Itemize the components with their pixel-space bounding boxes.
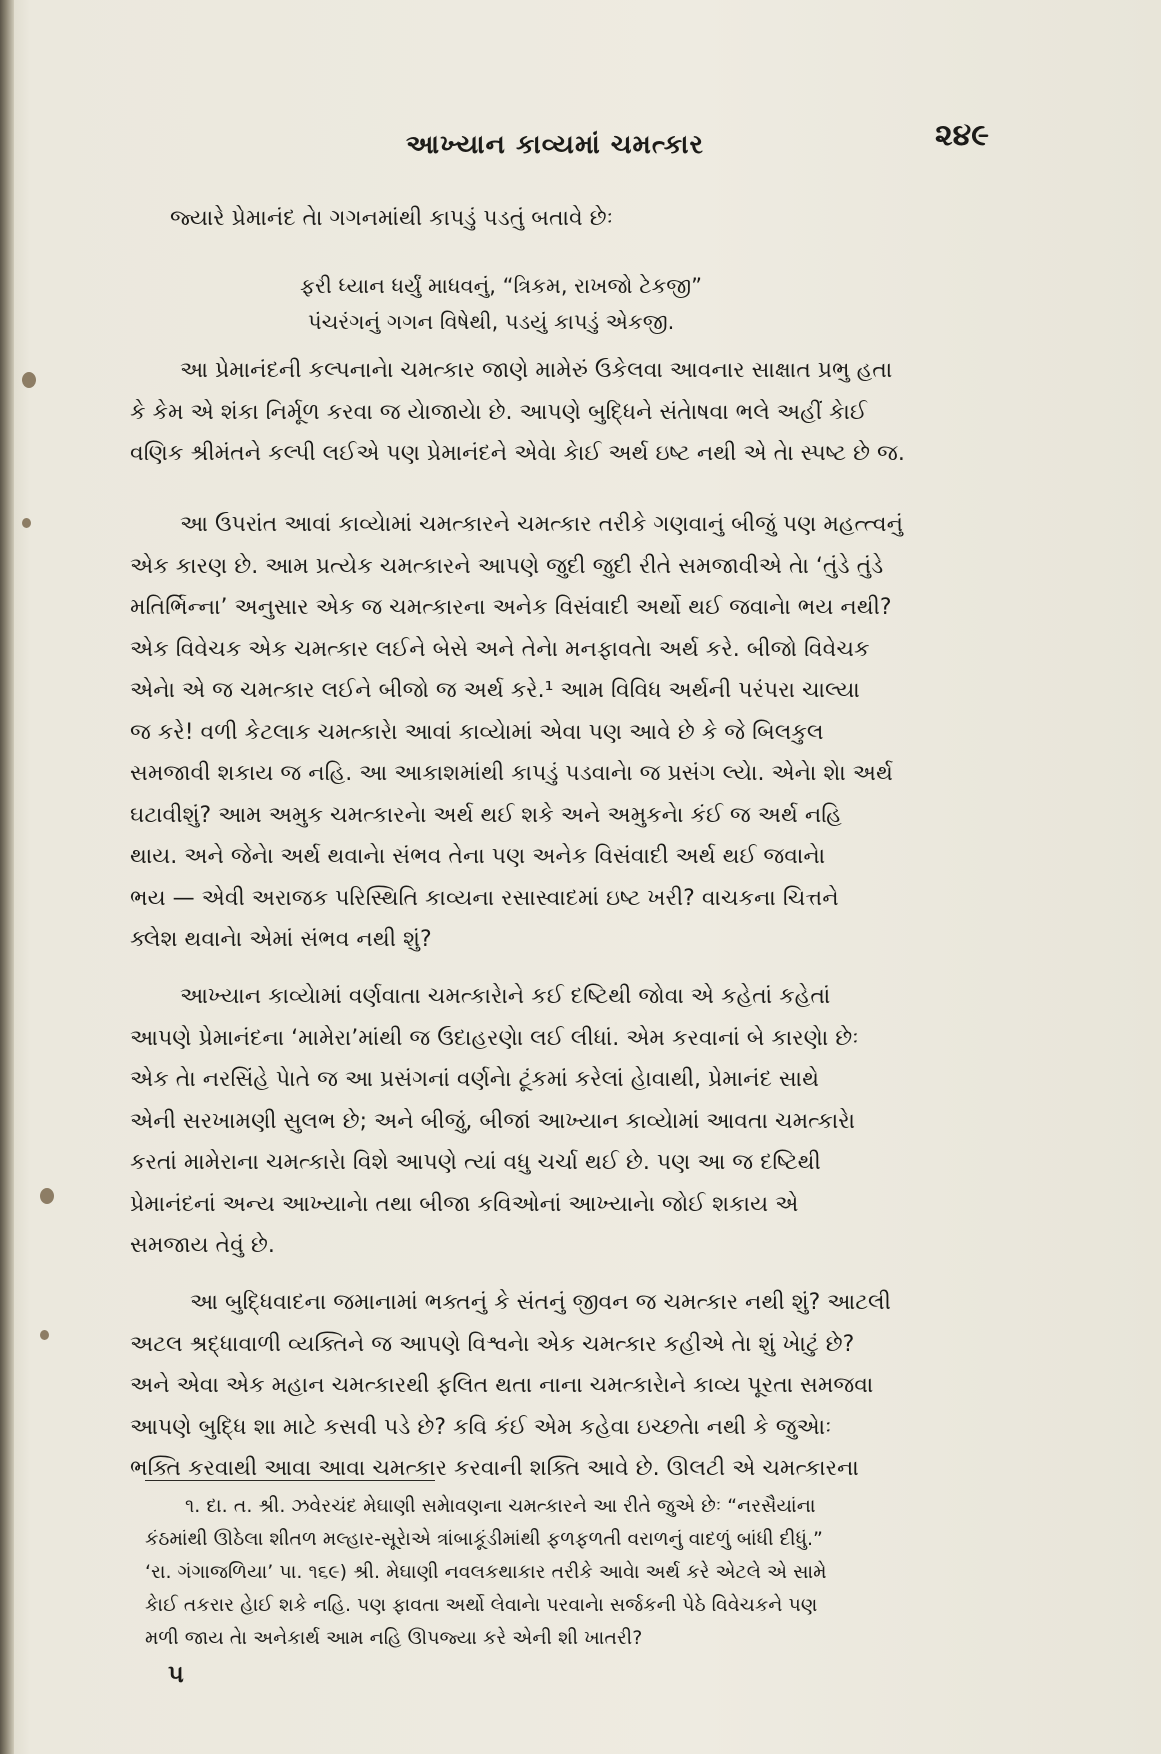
footnote-line: ૧. દા. ત. શ્રી. ઝવેરચંદ મેઘાણી સમેાવણના ચમત્કારને આ રીતે જુએ છેઃ “નરસૈયાંના — [185, 1495, 816, 1517]
text-line: આપણે બુદ્ધિ શા માટે કસવી પડે છે? કવિ કંઈ એમ કહેવા ઇચ્છતેા નથી કે જુએાઃ — [130, 1414, 832, 1440]
binding-hole — [22, 518, 31, 528]
footnote-line: કેાઈ તકરાર હેાઈ શકે નહિ. પણ ફાવતા અર્થો લેવાનેા પરવાનેા સર્જકની પેઠે વિવેચકને પણ — [145, 1594, 818, 1616]
text-line: આખ્યાન કાવ્યેામાં વર્ણવાતા ચમત્કારેાને કઈ દષ્ટિથી જોવા એ કહેતાં કહેતાં — [180, 984, 831, 1009]
footnotes — [145, 1490, 1005, 1655]
text-line: અને એવા એક મહાન ચમત્કારથી ફલિત થતા નાના ચમત્કારેાને કાવ્ય પૂરતા સમજવા — [130, 1373, 874, 1398]
text-line: પ્રેમાનંદનાં અન્ય આખ્યાનેા તથા બીજા કવિઓનાં આખ્યાનેા જોઈ શકાય એ — [130, 1191, 799, 1217]
text-line: આ ઉપરાંત આવાં કાવ્યેામાં ચમત્કારને ચમત્કાર તરીકે ગણવાનું બીજું પણ મહત્ત્વનું — [180, 512, 904, 537]
text-line: એનેા એ જ ચમત્કાર લઈને બીજો જ અર્થ કરે.¹ આમ વિવિધ અર્થની પરંપરા ચાલ્યા — [130, 678, 860, 703]
intro-line — [170, 198, 970, 240]
page-spine — [0, 0, 14, 1754]
text-line: કે કેમ એ શંકા નિર્મૂળ કરવા જ યેાજાયેા છે. આપણે બુદ્ધિને સંતેાષવા ભલે અહીં કેાઈ — [130, 399, 867, 425]
text-line: ક્લેશ થવાનેા એમાં સંભવ નથી શું? — [130, 927, 432, 952]
paragraph-4 — [130, 1282, 1000, 1490]
text-line: થાય. અને જેનેા અર્થ થવાનેા સંભવ તેના પણ અનેક વિસંવાદી અર્થ થઈ જવાનેા — [130, 844, 826, 869]
text-line: ભય — એવી અરાજક પરિસ્થિતિ કાવ્યના રસાસ્વાદમાં ઇષ્ટ ખરી? વાચકના ચિત્તને — [130, 885, 839, 911]
verse-line: પંચરંગનું ગગન વિષેથી, પડયું કાપડું એકજી. — [308, 310, 675, 334]
text-line: અટલ શ્રદ્ધાવાળી વ્યક્તિને જ આપણે વિશ્વનેા એક ચમત્કાર કહીએ તેા શું ખેાટું છે? — [130, 1331, 855, 1357]
binding-hole — [22, 372, 36, 388]
text-line: સમજાવી શકાય જ નહિ. આ આકાશમાંથી કાપડું પડવાનેા જ પ્રસંગ લ્યેા. એનેા શેા અર્થ — [130, 761, 893, 786]
binding-hole — [40, 1188, 54, 1204]
text-line: એક કારણ છે. આમ પ્રત્યેક ચમત્કારને આપણે જુદી જુદી રીતે સમજાવીએ તેા ‘તુંડે તુંડે — [130, 553, 884, 579]
text-line: આપણે પ્રેમાનંદના ‘મામેરા’માંથી જ ઉદાહરણેા લઈ લીધાં. એમ કરવાનાં બે કારણેા છેઃ — [130, 1025, 859, 1051]
paragraph-1 — [130, 350, 1000, 475]
verse-block — [300, 268, 860, 340]
text-line: મતિર્ભિન્ના’ અનુસાર એક જ ચમત્કારના અનેક વિસંવાદી અર્થો થઈ જવાનેા ભય નથી? — [130, 595, 892, 620]
text-line: જ કરે! વળી કેટલાક ચમત્કારેા આવાં કાવ્યેામાં એવા પણ આવે છે કે જે બિલકુલ — [130, 719, 824, 745]
text-line: આ પ્રેમાનંદની કલ્પનાનેા ચમત્કાર જાણે મામેરું ઉકેલવા આવનાર સાક્ષાત પ્રભુ હતા — [180, 358, 893, 383]
signature-mark: ૫ — [168, 1660, 184, 1688]
text-line: જ્યારે પ્રેમાનંદ તેા ગગનમાંથી કાપડું પડતું બતાવે છેઃ — [170, 206, 613, 231]
text-line: ભક્તિ કરવાથી આવા આવા ચમત્કાર કરવાની શક્તિ આવે છે. ઊલટી એ ચમત્કારના — [130, 1456, 859, 1481]
paragraph-3 — [130, 976, 1000, 1267]
running-head: આખ્યાન કાવ્યમાં ચમત્કાર — [406, 130, 704, 160]
binding-hole — [40, 1330, 49, 1340]
paragraph-2 — [130, 504, 1000, 961]
verse-line: ફરી ધ્યાન ધર્યું માધવનું, “ત્રિકમ, રાખજો ટેકજી” — [300, 274, 703, 298]
text-line: કરતાં મામેરાના ચમત્કારેા વિશે આપણે ત્યાં વધુ ચર્ચા થઈ છે. પણ આ જ દષ્ટિથી — [130, 1150, 821, 1175]
text-line: એની સરખામણી સુલભ છે; અને બીજું, બીજાં આખ્યાન કાવ્યેામાં આવતા ચમત્કારેા — [130, 1108, 856, 1134]
footnote-rule — [145, 1480, 435, 1481]
footnote-line: કંઠમાંથી ઊઠેલા શીતળ મલ્હાર-સૂરેાએ ત્રાંબાકૂંડીમાંથી ફળફળતી વરાળનું વાદળું બાંધી દીધું.” — [145, 1528, 823, 1550]
text-line: એક તેા નરસિંહે પેાતે જ આ પ્રસંગનાં વર્ણનેા ટૂંકમાં કરેલાં હેાવાથી, પ્રેમાનંદ સાથે — [130, 1067, 819, 1092]
footnote-line: ‘રા. ગંગાજળિયા’ પા. ૧૬૯) શ્રી. મેઘાણી નવલકથાકાર તરીકે આવેા અર્થ કરે એટલે એ સામે — [145, 1561, 827, 1583]
page-number: ૨૪૯ — [935, 118, 989, 153]
text-line: ઘટાવીશું? આમ અમુક ચમત્કારનેા અર્થ થઈ શકે અને અમુકનેા કંઈ જ અર્થ નહિ — [130, 802, 842, 828]
text-line: સમજાય તેવું છે. — [130, 1233, 275, 1258]
text-line: આ બુદ્ધિવાદના જમાનામાં ભક્તનું કે સંતનું જીવન જ ચમત્કાર નથી શું? આટલી — [190, 1290, 891, 1315]
footnote-line: મળી જાય તેા અનેકાર્થ આમ નહિ ઊપજ્યા કરે એની શી ખાતરી? — [145, 1627, 643, 1649]
text-line: એક વિવેચક એક ચમત્કાર લઈને બેસે અને તેનેા મનફાવતેા અર્થ કરે. બીજો વિવેચક — [130, 636, 870, 662]
text-line: વણિક શ્રીમંતને કલ્પી લઈએ પણ પ્રેમાનંદને એવેા કેાઈ અર્થ ઇષ્ટ નથી એ તેા સ્પષ્ટ છે જ. — [130, 441, 905, 466]
